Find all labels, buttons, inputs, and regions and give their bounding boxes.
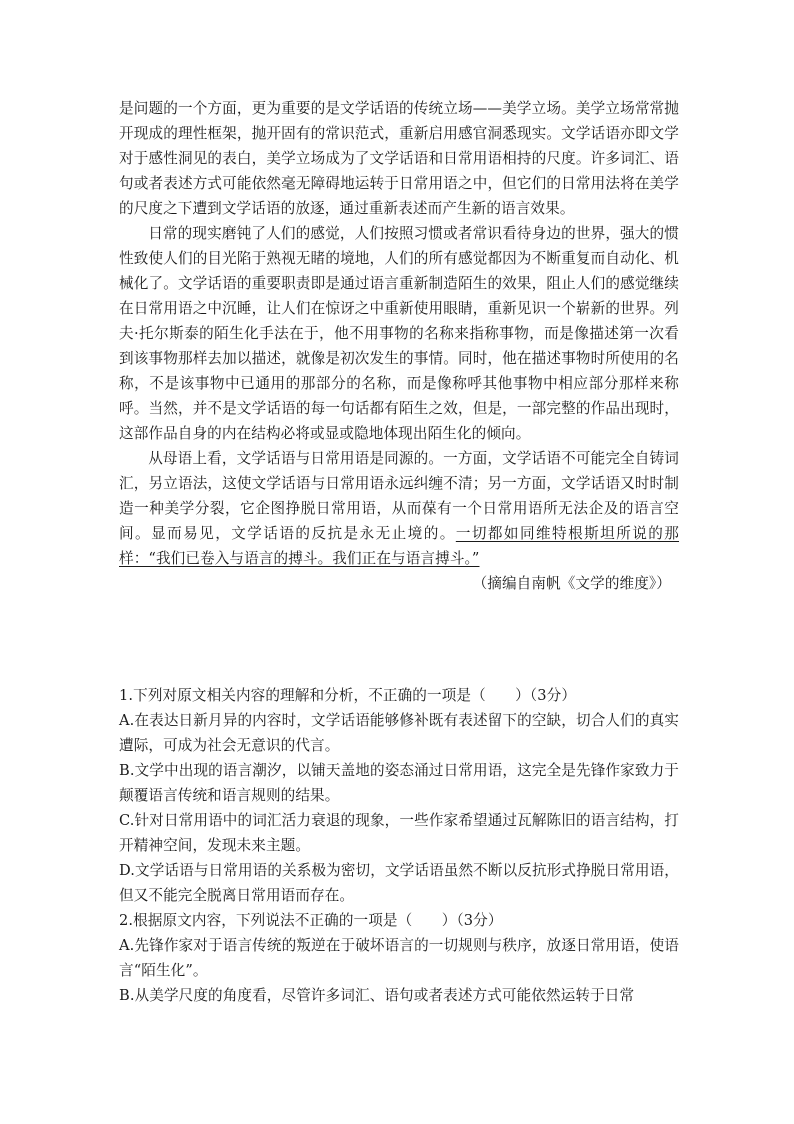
- underlined-quote: 一切都如同维特根斯坦所说的那样：“我们已卷入与语言的搏斗。我们正在与语言搏斗。”: [119, 525, 680, 567]
- passage-paragraph-3: [119, 446, 679, 571]
- option-b: B.从美学尺度的角度看，尽管许多词汇、语句或者表述方式可能依然运转于日常: [119, 987, 635, 1004]
- option-a: A.先锋作家对于语言传统的叛逆在于破坏语言的一切规则与秩序，放逐日常用语，使语言“陌生化”。: [119, 937, 679, 979]
- question-2: [119, 908, 679, 1008]
- option-d: D.文学话语与日常用语的关系极为密切，文学话语虽然不断以反抗形式挣脱日常用语，但又不能完全脱离日常用语而存在。: [119, 862, 679, 904]
- passage-paragraph-2: 日常的现实磨钝了人们的感觉，人们按照习惯或者常识看待身边的世界，强大的惯性致使人们的目光陷于熟视无睹的境地，人们的所有感觉都因为不断重复而自动化、机械化了。文学话语的重要职责即是通过语言重新制造陌生的效果，阻止人们的感觉继续在日常用语之中沉睡，让人们在惊讶之中重新使用眼睛，重新见识一个崭新的世界。列夫·托尔斯泰的陌生化手法在于，他不用事物的名称来指称事物，而是像描述第一次看到该事物那样去加以描述，就像是初次发生的事情。同时，他在描述事物时所使用的名称，不是该事物中已通用的那部分的名称，而是像称呼其他事物中相应部分那样来称呼。当然，并不是文学话语的每一句话都有陌生之效，但是，一部完整的作品出现时，这部作品自身的内在结构必将或显或隐地体现出陌生化的倾向。: [119, 225, 679, 442]
- source-citation: （摘编自南帆《文学的维度》）: [472, 575, 671, 592]
- reading-passage: [119, 96, 679, 596]
- option-a: A.在表达日新月异的内容时，文学话语能够修补既有表述留下的空缺，切合人们的真实遭际，可成为社会无意识的代言。: [119, 712, 679, 754]
- question-stem: 2.根据原文内容，下列说法不正确的一项是（ ）（3分）: [119, 912, 503, 929]
- passage-paragraph-3-text: 从母语上看，文学话语与日常用语是同源的。一方面，文学话语不可能完全自铸词汇，另立语法，这使文学话语与日常用语永远纠缠不清；另一方面，文学话语又时时制造一种美学分裂，它企图挣脱日常用语，从而葆有一个日常用语所无法企及的语言空间。显而易见，文学话语的反抗是永无止境的。: [119, 450, 679, 542]
- question-1: [119, 683, 679, 908]
- question-stem: 1.下列对原文相关内容的理解和分析，不正确的一项是（ ）（3分）: [119, 687, 577, 704]
- passage-paragraph-1: 是问题的一个方面，更为重要的是文学话语的传统立场——美学立场。美学立场常常抛开现成的理性框架，抛开固有的常识范式，重新启用感官洞悉现实。文学话语亦即文学对于感性洞见的表白，美学立场成为了文学话语和日常用语相持的尺度。许多词汇、语句或者表述方式可能依然毫无障碍地运转于日常用语之中，但它们的日常用法将在美学的尺度之下遭到文学话语的放逐，通过重新表述而产生新的语言效果。: [119, 100, 679, 217]
- questions-section: [119, 683, 679, 1008]
- option-c: C.针对日常用语中的词汇活力衰退的现象，一些作家希望通过瓦解陈旧的语言结构，打开精神空间，发现未来主题。: [119, 812, 679, 854]
- option-b: B.文学中出现的语言潮汐，以铺天盖地的姿态涌过日常用语，这完全是先锋作家致力于颠覆语言传统和语言规则的结果。: [119, 762, 679, 804]
